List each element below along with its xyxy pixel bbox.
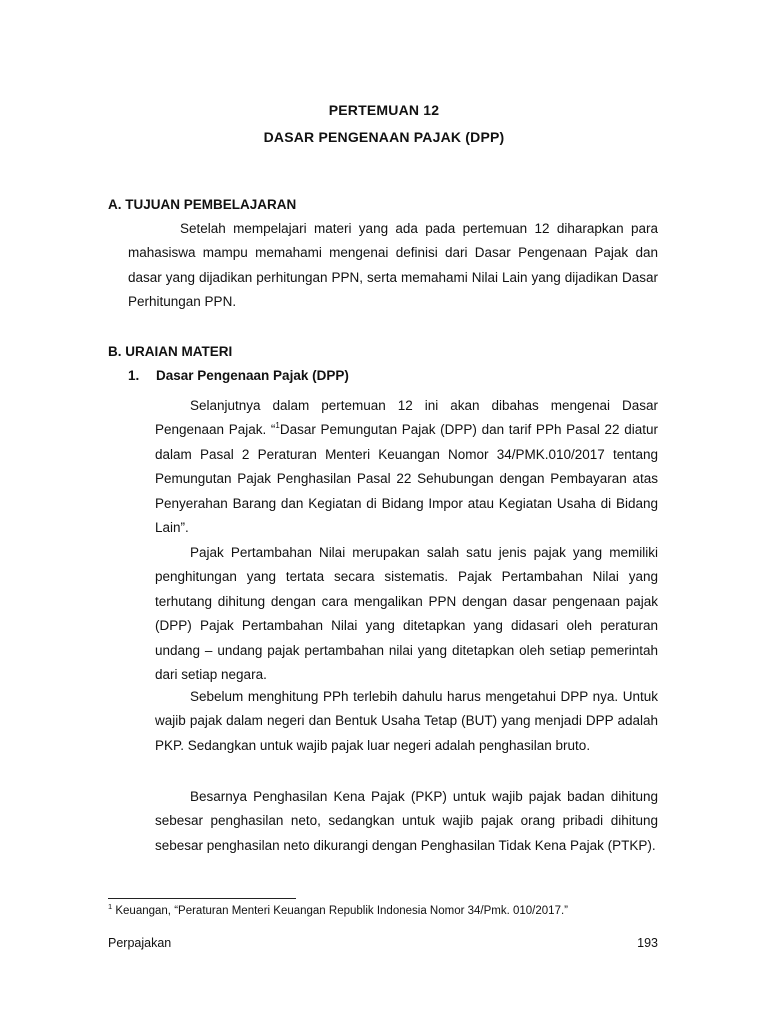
section-a-heading: A. TUJUAN PEMBELAJARAN xyxy=(108,197,297,212)
paragraph-1-start: Selanjutnya dalam pertemuan 12 ini akan dibahas mengenai Dasar Pengenaan Pajak. “ xyxy=(155,398,658,438)
body-paragraph-1 xyxy=(155,394,658,540)
footnote-text: Keuangan, “Peraturan Menteri Keuangan Republik Indonesia Nomor 34/Pmk. 010/2017.” xyxy=(112,905,568,917)
body-paragraph-3: Sebelum menghitung PPh terlebih dahulu harus mengetahui DPP nya. Untuk wajib pajak dalam negeri dan Bentuk Usaha Tetap (BUT) yang menjadi DPP adalah PKP. Sedangkan untuk wajib pajak luar negeri adalah penghasilan bruto. xyxy=(155,689,658,753)
learning-objective-paragraph: Setelah mempelajari materi yang ada pada pertemuan 12 diharapkan para mahasiswa mampu memahami mengenai definisi dari Dasar Pengenaan Pajak dan dasar yang dijadikan perhitungan PPN, serta memahami Nilai Lain yang dijadikan Dasar Perhitungan PPN. xyxy=(128,221,658,310)
meeting-title: PERTEMUAN 12 xyxy=(328,102,440,118)
paragraph-1-end: Dasar Pemungutan Pajak (DPP) dan tarif PPh Pasal 22 diatur dalam Pasal 2 Peraturan Menteri Keuangan Nomor 34/PMK.010/2017 tentang Pemungutan Pajak Penghasilan Pasal 22 Sehubungan dengan Pembayaran atas Penyerahan Barang dan Kegiatan di Bidang Impor atau Kegiatan Usaha di Bidang Lain”. xyxy=(155,422,658,536)
footnote-number: 1 xyxy=(108,902,113,911)
body-paragraph-4: Besarnya Penghasilan Kena Pajak (PKP) untuk wajib pajak badan dihitung sebesar penghasilan neto, sedangkan untuk wajib pajak orang pribadi dihitung sebesar penghasilan neto dikurangi dengan Penghasilan Tidak Kena Pajak (PTKP). xyxy=(155,789,658,853)
topic-title: DASAR PENGENAAN PAJAK (DPP) xyxy=(263,129,505,145)
footnote-divider xyxy=(108,898,296,899)
footer-page-number: 193 xyxy=(637,936,658,950)
footnote xyxy=(108,902,568,917)
footer-course-name: Perpajakan xyxy=(108,936,172,950)
body-paragraph-2: Pajak Pertambahan Nilai merupakan salah satu jenis pajak yang memiliki penghitungan yang tertata secara sistematis. Pajak Pertambahan Nilai yang terhutang dihitung dengan cara mengalikan PPN dengan dasar pengenaan pajak (DPP) Pajak Pertambahan Nilai yang ditetapkan yang didasari oleh peraturan undang – undang pajak pertambahan nilai yang ditetapkan oleh setiap pemerintah dari setiap negara. xyxy=(155,545,658,683)
footnote-reference[interactable]: 1 xyxy=(275,421,280,431)
section-b-heading: B. URAIAN MATERI xyxy=(108,344,233,359)
subsection-title: Dasar Pengenaan Pajak (DPP) xyxy=(156,368,349,383)
subsection-number: 1. xyxy=(128,368,140,383)
